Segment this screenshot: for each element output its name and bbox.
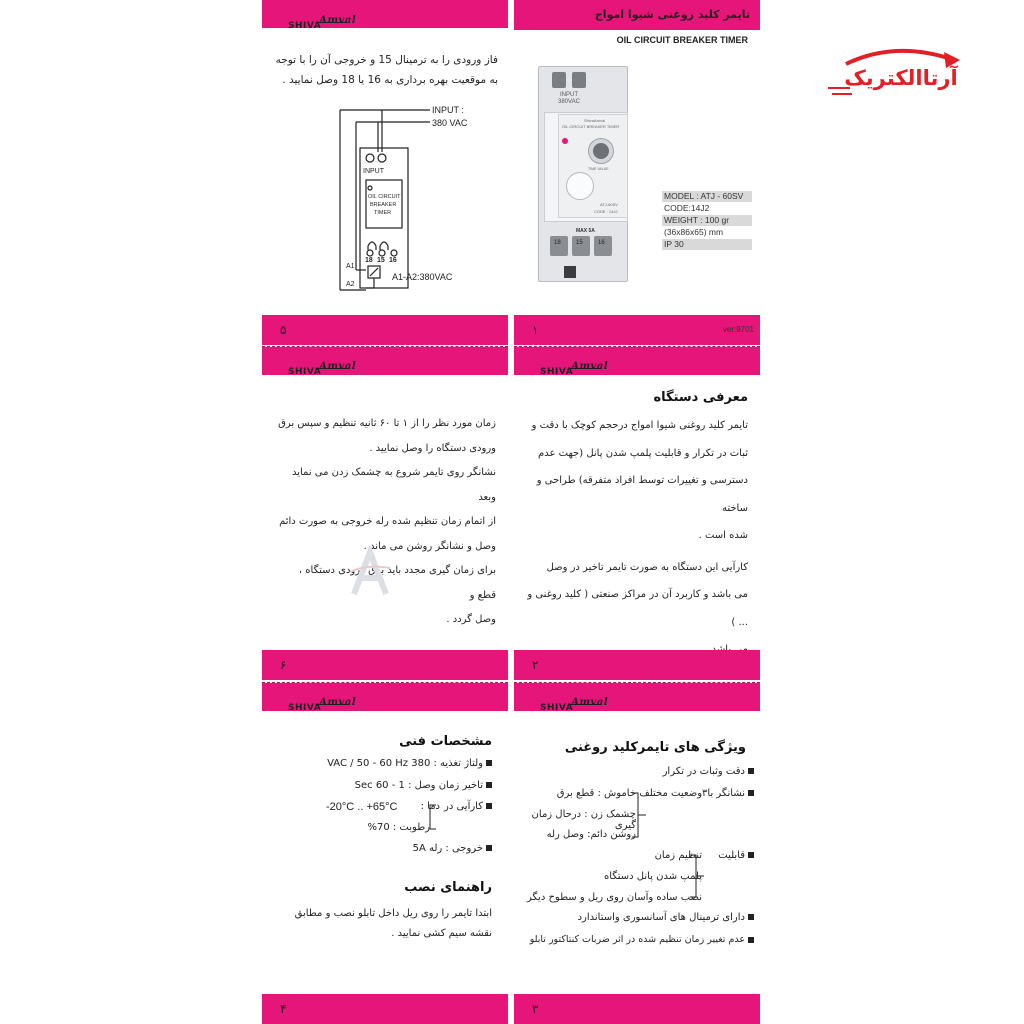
page-number: ۶ <box>280 658 287 672</box>
intro-line: می باشد و کاربرد آن در مراکز صنعتی ( کلید روغنی و ... ) <box>527 589 748 628</box>
page-number: ۴ <box>280 1002 287 1016</box>
operation-line: ورودی دستگاه را وصل نمایید . <box>369 442 496 454</box>
intro-line: شده است . <box>698 530 748 541</box>
intro-line: ثبات در تکرار و قابلیت پلمپ شدن پانل (جهت عدم <box>538 447 748 459</box>
page-number: ۲ <box>532 658 539 672</box>
indicator-state-off: خاموش : قطع برق <box>556 788 636 799</box>
bottom-band <box>514 650 760 680</box>
device-terminal-15: 15 <box>576 240 583 246</box>
operation-line: از اتمام زمان تنظیم شده رله خروجی به صورت دائم <box>279 516 496 527</box>
spec-ip: IP 30 <box>662 239 752 250</box>
spec-code: CODE:14J2 <box>662 203 752 214</box>
title-en: OIL CIRCUIT BREAKER TIMER <box>616 35 748 45</box>
bottom-band <box>262 650 508 680</box>
intro-line: تایمر کلید روغنی شیوا امواج درحجم کوچک با دقت و <box>531 420 748 431</box>
device-brand-mark: ShivaAmval <box>584 118 606 123</box>
device-terminal-16: 16 <box>598 240 605 246</box>
bottom-band <box>262 994 508 1024</box>
diagram-box-title-3: TIMER <box>374 210 392 216</box>
feature-accuracy: دقت وثبات در تکرار <box>518 766 754 777</box>
diagram-terminal-18: 18 <box>365 257 373 264</box>
device-model-label: ATJ-60SV <box>600 202 618 207</box>
diagram-box-input: INPUT <box>363 168 384 175</box>
indicator-state-blink: چشمک زن : درحال زمان گیری <box>531 809 636 831</box>
feature-indicator: نشانگر با۳وضعیت مختلف <box>634 788 754 799</box>
spec-delay: تاخیر زمان وصل : 1 - 60 Sec <box>272 780 492 791</box>
features-heading: ویژگی های تایمرکلید روغنی <box>564 740 746 755</box>
version-label: ver:9701 <box>722 325 754 334</box>
feature-capability: قابلیت <box>694 850 754 861</box>
bullet-icon <box>486 760 492 766</box>
operation-line: برای زمان گیری مجدد باید برق ورودی دستگاه ، قطع و <box>298 565 496 601</box>
panel-page-5 <box>262 0 508 345</box>
bullet-icon <box>748 937 754 943</box>
led-indicator <box>562 138 568 144</box>
device-knob-label: TIME VALUE <box>588 167 609 171</box>
panel-page-6 <box>262 346 508 680</box>
spec-table <box>662 191 752 251</box>
panel-page-3 <box>514 682 760 1024</box>
wiring-instruction: فاز ورودی را به ترمینال 15 و خروجی آن را با توجه به موقعیت بهره برداری به 16 یا 18 وصل نمایید . <box>275 54 498 86</box>
bullet-icon <box>748 852 754 858</box>
wiring-diagram <box>320 100 500 300</box>
feature-shock-resistance: عدم تغییر زمان تنظیم شده در اثر ضربات کنتاکتور تابلو <box>514 934 754 945</box>
install-line: ابتدا تایمر را روی ریل داخل تابلو نصب و مطابق <box>294 908 492 919</box>
logo-text: آرتاالکتریک <box>844 66 958 90</box>
page-number: ۵ <box>280 323 287 337</box>
shiva-amval-logo: SHIVAAmval <box>288 361 357 377</box>
arta-electric-logo <box>826 42 966 102</box>
bottom-band <box>262 315 508 345</box>
install-heading: راهنمای نصب <box>404 880 492 895</box>
bullet-icon <box>748 914 754 920</box>
operation-line: وصل و نشانگر روشن می ماند . <box>363 540 496 552</box>
spec-temp-value: -20°C .. +65°C <box>326 801 398 813</box>
timer-device-image <box>524 66 642 282</box>
bullet-icon <box>748 768 754 774</box>
device-code-label: CODE : 14J2 <box>594 209 618 214</box>
diagram-terminal-16: 16 <box>389 257 397 264</box>
device-terminal-18: 18 <box>554 240 561 246</box>
spec-temp-label: کارآیی در <box>412 801 492 812</box>
diagram-coil-note: A1-A2:380VAC <box>392 272 453 282</box>
bullet-icon <box>748 790 754 796</box>
specs-heading: مشخصات فنی <box>399 734 492 749</box>
operation-line: زمان مورد نظر را از ۱ تا ۶۰ ثانیه تنظیم و سپس برق <box>278 418 496 429</box>
intro-line: کارآیی این دستگاه به صورت تایمر تاخیر در وصل <box>546 561 748 573</box>
intro-text <box>518 412 748 664</box>
page-number: ۱ <box>532 323 539 337</box>
spec-model: MODEL : ATJ - 60SV <box>662 191 752 202</box>
diagram-a1: A1 <box>346 263 355 270</box>
capability-mounting: نصب ساده وآسان روی ریل و سطوح دیگر <box>527 892 702 903</box>
bullet-icon <box>486 803 492 809</box>
shiva-amval-logo: SHIVAAmval <box>540 697 609 713</box>
device-max-label: MAX 5A <box>576 228 595 234</box>
page-number: ۳ <box>532 1002 539 1016</box>
operation-line: نشانگر روی تایمر شروع به چشمک زدن می نماید وبعد <box>291 467 496 503</box>
shiva-amval-logo: SHIVAAmval <box>288 697 357 713</box>
bullet-icon <box>486 845 492 851</box>
panel-page-2 <box>514 346 760 680</box>
diagram-box-title-1: OIL CIRCUIT <box>368 194 401 200</box>
title-fa: تایمر کلید روغنی شیوا امواج <box>594 8 750 21</box>
feature-terminals: دارای ترمینال های آسانسوری واستاندارد <box>518 912 754 923</box>
diagram-a2: A2 <box>346 281 355 288</box>
spec-dimensions: (36x86x65) mm <box>662 227 752 238</box>
spec-temp-key: دما : <box>420 801 440 812</box>
device-face-label: OIL CIRCUIT BREAKER TIMER <box>562 124 620 129</box>
bottom-band <box>514 994 760 1024</box>
spec-voltage: ولتاژ تغذیه : 380 VAC / 50 - 60 Hz <box>272 758 492 769</box>
intro-heading: معرفی دستگاه <box>653 390 748 405</box>
shiva-amval-logo: SHIVAAmval <box>540 361 609 377</box>
operation-line: وصل گردد . <box>446 614 496 625</box>
device-input-label: INPUT <box>560 92 578 98</box>
bullet-icon <box>486 782 492 788</box>
panel-page-4 <box>262 682 508 1024</box>
device-input-voltage: 380VAC <box>558 99 580 105</box>
spec-output: خروجی : رله 5A <box>272 843 492 854</box>
install-line: نقشه سیم کشی نمایید . <box>391 928 492 939</box>
diagram-box-title-2: BREAKER <box>370 202 397 208</box>
diagram-input-label: INPUT : <box>432 105 464 115</box>
diagram-input-voltage: 380 VAC <box>432 118 468 128</box>
spec-weight: WEIGHT : 100 gr <box>662 215 752 226</box>
intro-line: دسترسی و تغییرات توسط افراد متفرقه) طراحی و ساخته <box>536 475 748 514</box>
diagram-terminal-15: 15 <box>377 257 385 264</box>
capability-seal: پلمپ شدن پانل دستگاه <box>603 871 702 882</box>
capability-time-setting: تنظیم زمان <box>654 850 702 861</box>
install-text <box>272 904 492 944</box>
watermark-a-icon <box>346 546 396 602</box>
indicator-state-on: روشن دائم: وصل رله <box>546 829 636 840</box>
panel-page-1 <box>514 0 760 345</box>
shiva-amval-logo: SHIVAAmval <box>288 15 357 31</box>
spec-humidity: رطوبت : 70% <box>367 822 430 833</box>
